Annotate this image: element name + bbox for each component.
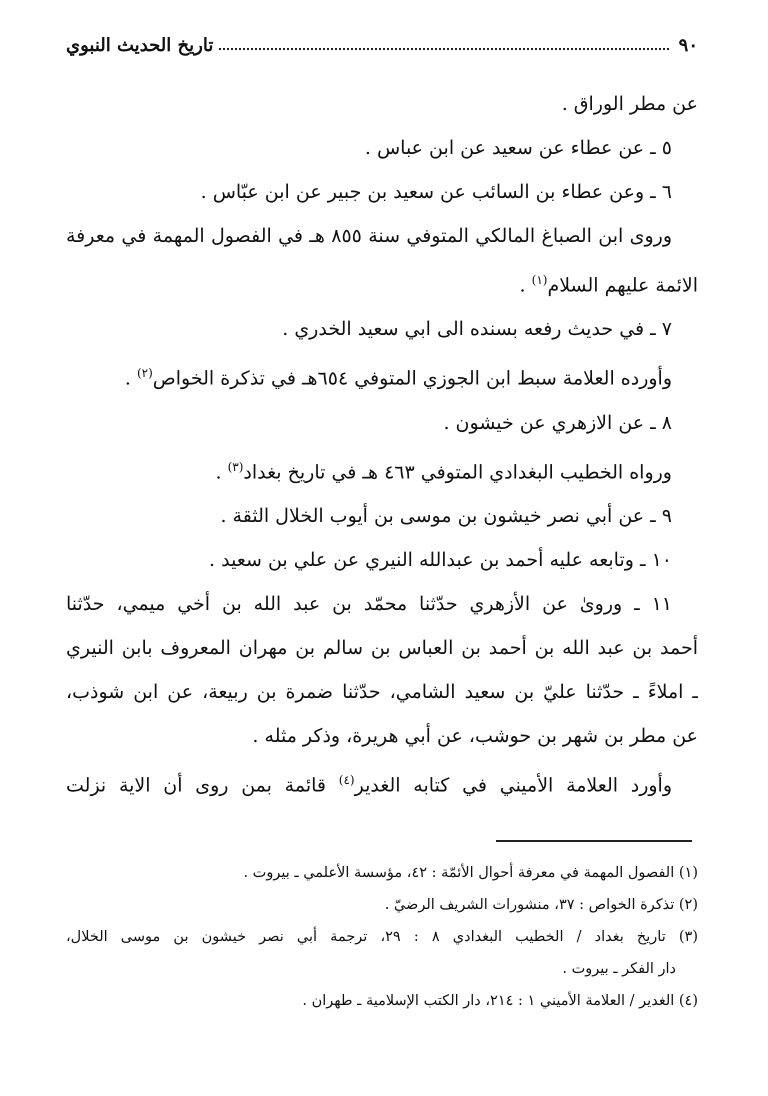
text-line: ـ املاءً ـ حدّثنا عليّ بن سعيد الشامي، حدّثنا ضمرة بن ربيعة، عن ابن شوذب، <box>66 680 698 703</box>
text-run: . <box>519 274 526 297</box>
footnote-1: (١) الفصول المهمة في معرفة أحوال الأئمّة : ٤٢، مؤسسة الأعلمي ـ بيروت . <box>243 865 698 881</box>
text-line <box>66 445 698 494</box>
text-line: ٩ ـ عن أبي نصر خيشون بن موسى بن أيوب الخلال الثقة . <box>220 504 672 527</box>
text-line: ٨ ـ عن الازهري عن خيشون . <box>443 411 672 434</box>
text-line <box>66 258 698 307</box>
text-run: ورواه الخطيب البغدادي المتوفي ٤٦٣ هـ في تاريخ بغداد <box>243 460 672 483</box>
text-run: وأورد العلامة الأميني في كتابه الغدير <box>354 774 673 797</box>
page-number: ٩٠ <box>678 34 698 56</box>
running-title: تاريخ الحديث النبوي <box>66 34 214 56</box>
footnote-ref-3: (٣) <box>227 459 244 474</box>
text-run: الائمة عليهم السلام <box>547 274 698 297</box>
text-line: عن مطر بن شهر بن حوشب، عن أبي هريرة، وذكر مثله . <box>252 724 698 747</box>
footnote-4: (٤) الغدير / العلامة الأميني ١ : ٢١٤، دار الكتب الإسلامية ـ طهران . <box>302 993 698 1009</box>
text-line: ١١ ـ وروىٰ عن الأزهري حدّثنا محمّد بن عبد الله بن أخي ميمي، حدّثنا <box>66 592 672 615</box>
header-dotted-leader <box>219 34 668 50</box>
footnote-3: (٣) تاريخ بغداد / الخطيب البغدادي ٨ : ٢٩، ترجمة أبي نصر خيشون بن موسى الخلال، <box>66 929 698 945</box>
footnote-3-continuation: دار الفكر ـ بيروت . <box>562 961 676 977</box>
text-line: وروى ابن الصباغ المالكي المتوفي سنة ٨٥٥ هـ في الفصول المهمة في معرفة <box>66 225 672 247</box>
main-text <box>66 82 698 807</box>
text-run: وأورده العلامة سبط ابن الجوزي المتوفي ٦٥٤هـ في تذكرة الخواص <box>152 367 672 390</box>
footnote-ref-4: (٤) <box>338 772 355 787</box>
text-line: ٥ ـ عن عطاء عن سعيد عن ابن عباس . <box>364 137 672 159</box>
text-line <box>66 758 698 807</box>
footnote-ref-2: (٢) <box>136 366 153 381</box>
text-line: عن مطر الوراق . <box>561 93 698 115</box>
text-line: أحمد بن عبد الله بن أحمد بن العباس بن سالم بن مهران المعروف بابن النيري <box>66 636 698 659</box>
text-line: ٧ ـ في حديث رفعه بسنده الى ابي سعيد الخدري . <box>282 318 672 341</box>
text-run: قائمة بمن روى أن الاية نزلت <box>66 774 327 797</box>
text-line: ٦ ـ وعن عطاء بن السائب عن سعيد بن جبير عن ابن عبّاس . <box>200 181 672 203</box>
text-run: . <box>215 460 222 483</box>
footnotes <box>66 857 698 1017</box>
footnote-ref-1: (١) <box>531 273 548 287</box>
text-run: . <box>124 367 131 390</box>
running-header <box>66 30 698 60</box>
footnote-2: (٢) تذكرة الخواص : ٣٧، منشورات الشريف الرضيّ . <box>384 897 698 913</box>
text-line: ١٠ ـ وتابعه عليه أحمد بن عبدالله النيري عن علي بن سعيد . <box>209 548 672 571</box>
footnote-separator <box>496 840 692 842</box>
text-line <box>66 351 698 400</box>
